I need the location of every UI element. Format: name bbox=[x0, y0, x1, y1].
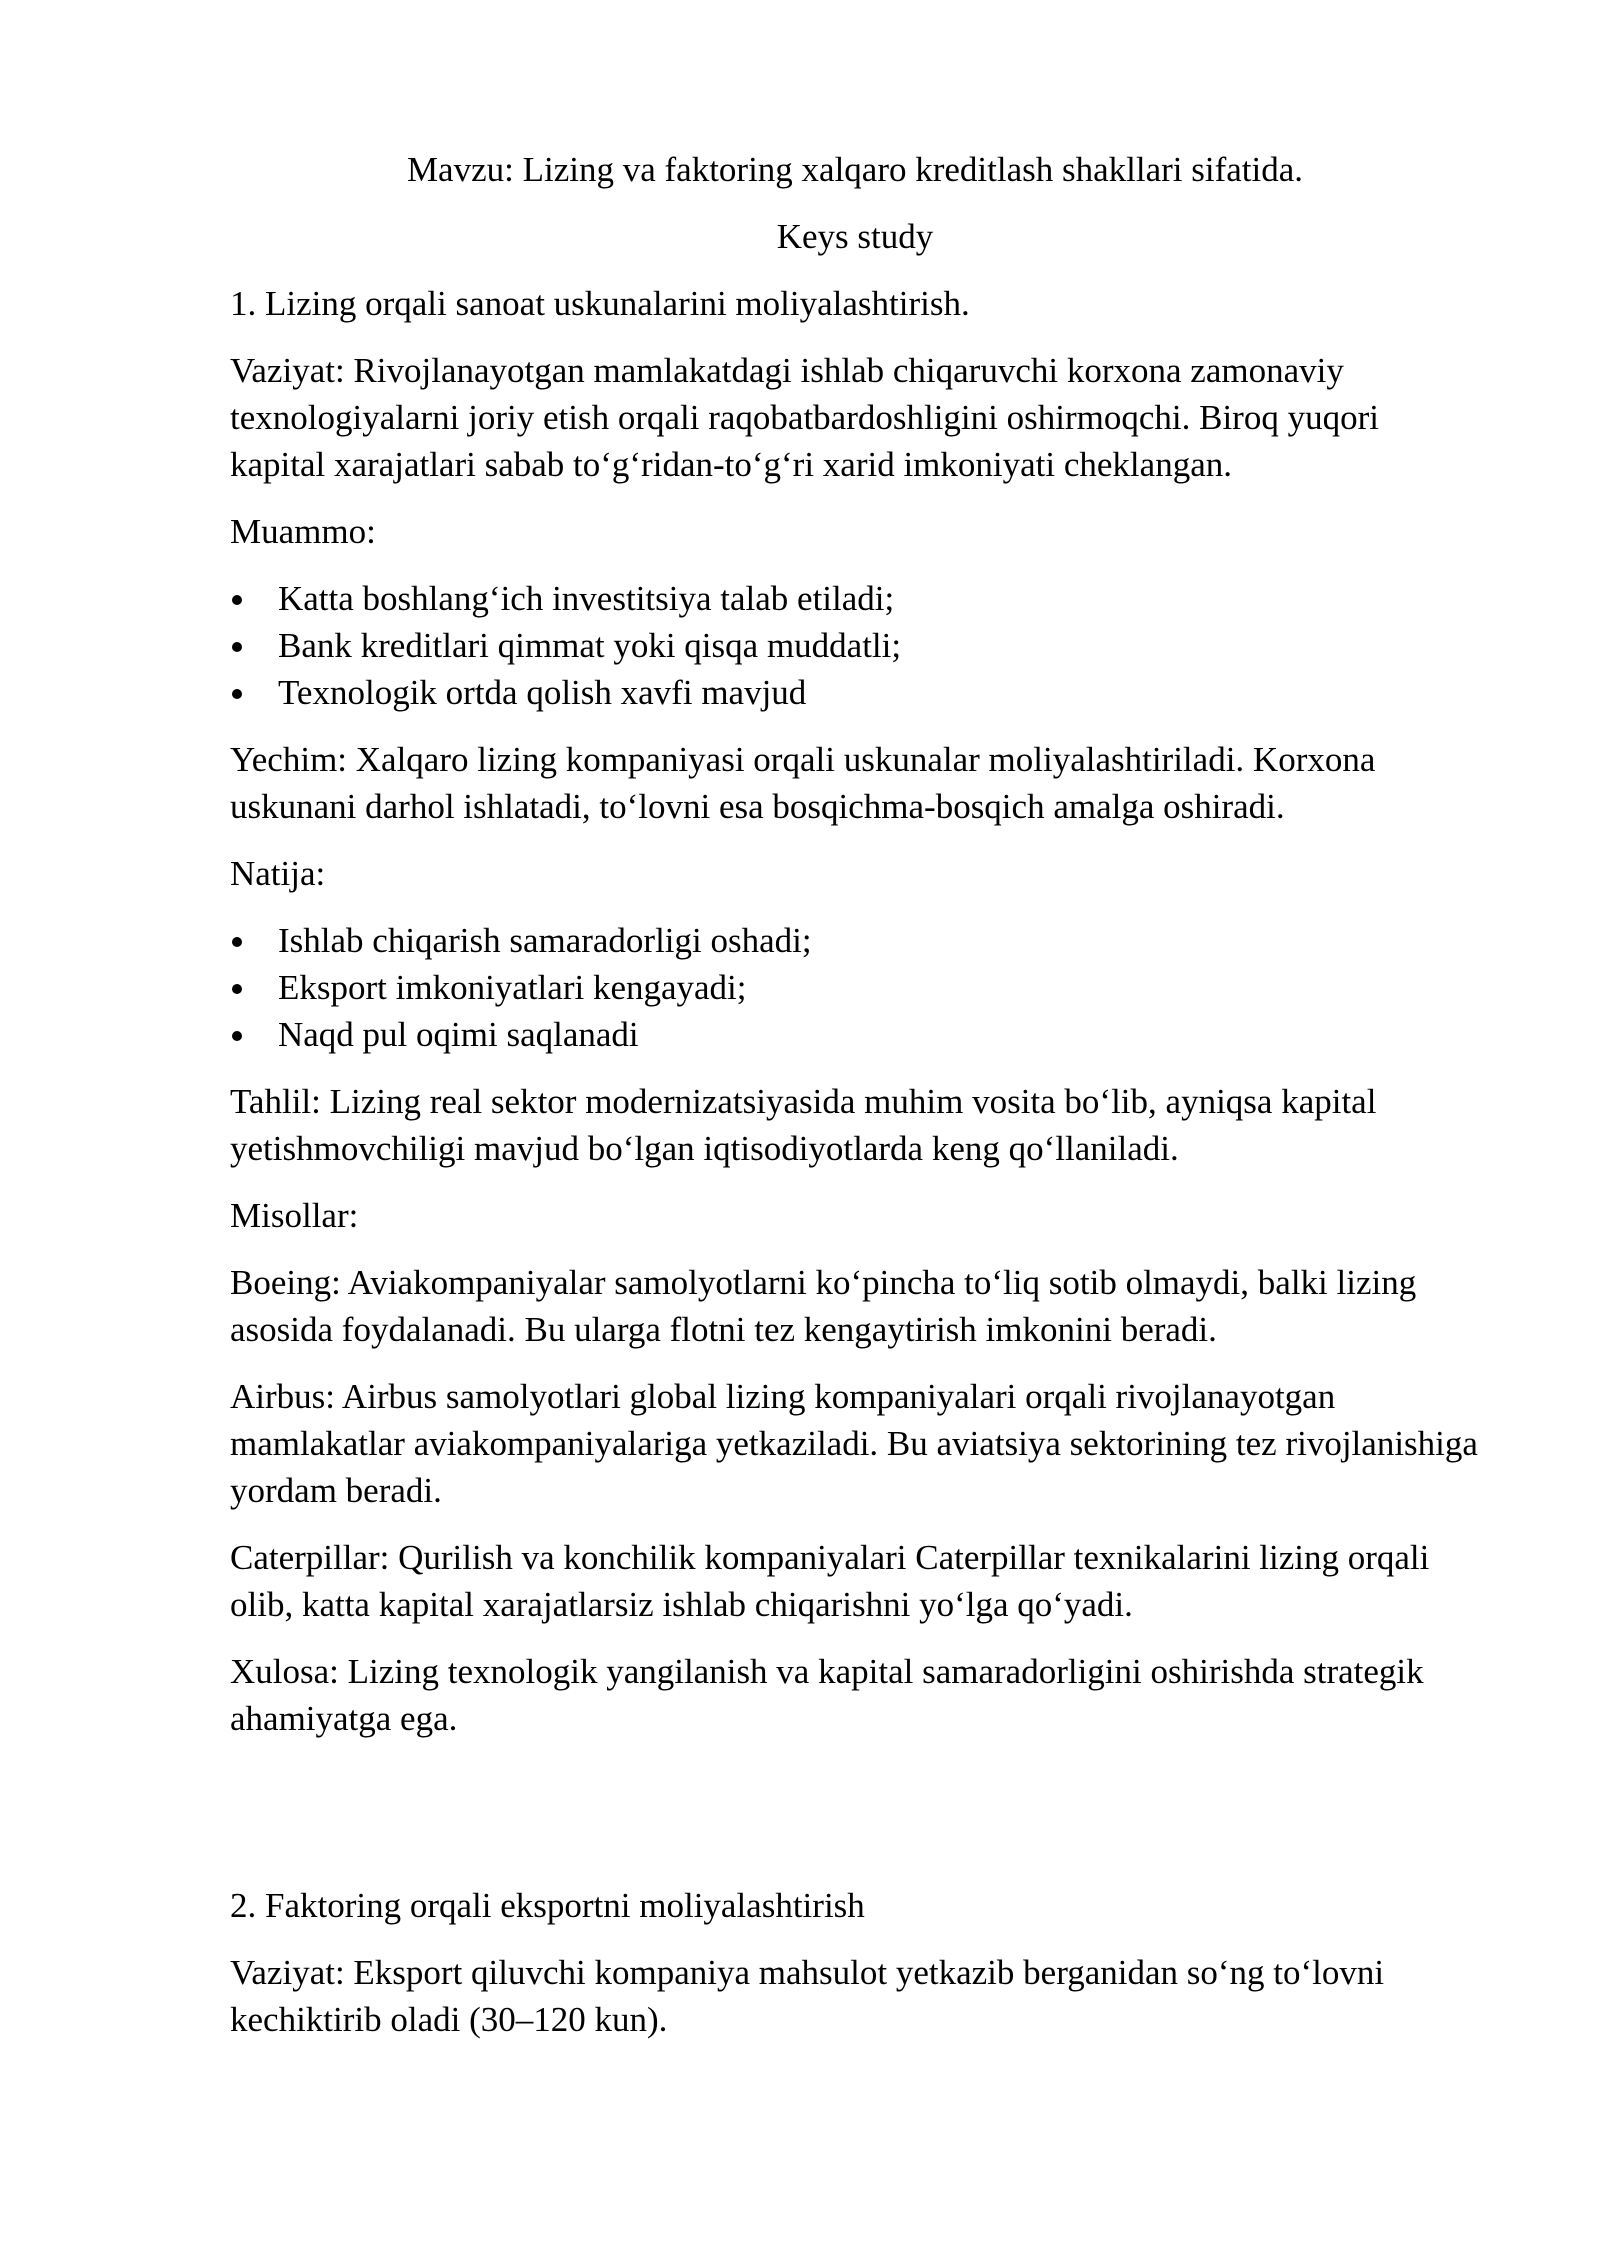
muammo-label: Muammo: bbox=[230, 512, 376, 551]
list-item bbox=[230, 917, 1480, 964]
document-subtitle: Keys study bbox=[776, 217, 934, 256]
example-airbus: Airbus: Airbus samolyotlari global lizing kompaniyalari orqali rivojlanayotgan mamlakatlar aviakompaniyalariga yetkaziladi. Bu aviatsiya sektorining tez rivojlanishiga yordam beradi. bbox=[230, 1377, 1478, 1510]
bullet-icon bbox=[232, 937, 242, 947]
document-title: Mavzu: Lizing va faktoring xalqaro kreditlash shakllari sifatida. bbox=[406, 150, 1304, 189]
list-item bbox=[230, 575, 1480, 622]
example-boeing: Boeing: Aviakompaniyalar samolyotlarni ko‘pincha to‘liq sotib olmaydi, balki lizing asosida foydalanadi. Bu ularga flotni tez kengaytirish imkonini beradi. bbox=[230, 1263, 1417, 1349]
example-caterpillar: Caterpillar: Qurilish va konchilik kompaniyalari Caterpillar texnikalarini lizing orqali olib, katta kapital xarajatlarsiz ishlab chiqarishni yo‘lga qo‘yadi. bbox=[230, 1538, 1430, 1624]
bullet-icon bbox=[232, 689, 242, 699]
natija-list bbox=[230, 917, 1480, 1058]
natija-label: Natija: bbox=[230, 854, 326, 893]
bullet-icon bbox=[232, 1031, 242, 1041]
document-body bbox=[230, 146, 1480, 2063]
section-1-xulosa: Xulosa: Lizing texnologik yangilanish va kapital samaradorligini oshirishda strategik ahamiyatga ega. bbox=[230, 1652, 1424, 1738]
section-1-heading: 1. Lizing orqali sanoat uskunalarini moliyalashtirish. bbox=[230, 284, 970, 323]
bullet-icon bbox=[232, 984, 242, 994]
list-item-text: Texnologik ortda qolish xavfi mavjud bbox=[278, 673, 807, 712]
list-item bbox=[230, 669, 1480, 716]
bullet-icon bbox=[232, 595, 242, 605]
muammo-list bbox=[230, 575, 1480, 716]
section-1-vaziyat: Vaziyat: Rivojlanayotgan mamlakatdagi ishlab chiqaruvchi korxona zamonaviy texnologiyalarni joriy etish orqali raqobatbardoshligini oshirmoqchi. Biroq yuqori kapital xarajatlari sabab to‘g‘ridan-to‘g‘ri xarid imkoniyati cheklangan. bbox=[230, 351, 1379, 484]
section-1-yechim: Yechim: Xalqaro lizing kompaniyasi orqali uskunalar moliyalashtiriladi. Korxona uskunani darhol ishlatadi, to‘lovni esa bosqichma-bosqich amalga oshiradi. bbox=[230, 740, 1376, 826]
section-1-tahlil: Tahlil: Lizing real sektor modernizatsiyasida muhim vosita bo‘lib, ayniqsa kapital yetishmovchiligi mavjud bo‘lgan iqtisodiyotlarda keng qo‘llaniladi. bbox=[230, 1082, 1377, 1168]
section-2-heading: 2. Faktoring orqali eksportni moliyalashtirish bbox=[230, 1886, 865, 1925]
section-spacer bbox=[230, 1762, 1480, 1882]
list-item-text: Katta boshlang‘ich investitsiya talab etiladi; bbox=[278, 579, 895, 618]
misollar-label: Misollar: bbox=[230, 1196, 359, 1235]
list-item-text: Ishlab chiqarish samaradorligi oshadi; bbox=[278, 921, 812, 960]
list-item-text: Eksport imkoniyatlari kengayadi; bbox=[278, 968, 747, 1007]
list-item-text: Naqd pul oqimi saqlanadi bbox=[278, 1015, 639, 1054]
list-item bbox=[230, 1011, 1480, 1058]
section-2-vaziyat: Vaziyat: Eksport qiluvchi kompaniya mahsulot yetkazib berganidan so‘ng to‘lovni kechiktirib oladi (30–120 kun). bbox=[230, 1953, 1385, 2039]
bullet-icon bbox=[232, 642, 242, 652]
list-item-text: Bank kreditlari qimmat yoki qisqa muddatli; bbox=[278, 626, 902, 665]
list-item bbox=[230, 622, 1480, 669]
list-item bbox=[230, 964, 1480, 1011]
